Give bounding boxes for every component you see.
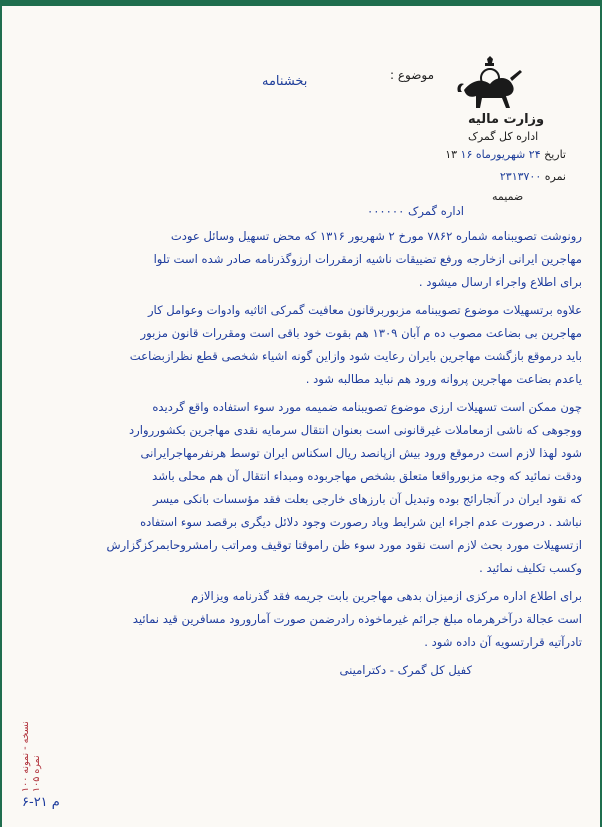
body-line: براى اطلاع واجراء ارسال ميشود .: [418, 275, 582, 289]
subject-value: بخشنامه: [262, 74, 308, 89]
office-name: اداره کل گمرک: [468, 130, 539, 143]
date-label: تاريخ: [544, 148, 566, 161]
body-line: چون ممکن است تسهيلات ارزى موضوع تصويبنامه ضميمه مورد سوء استفاده واقع گرديده: [152, 400, 582, 414]
margin-note: ۱۰۰ نسخه - نمونه نمره ۱۰۵: [20, 721, 42, 792]
number-label: نمره: [544, 170, 566, 183]
number-value: ۲۳۱۳۷۰۰: [499, 170, 542, 183]
body-line: شود لهذا لازم است درموقع ورود بيش ازپانصد ريال اسکناس ايران توسط هرنفرمهاجرايرانى: [140, 446, 582, 460]
date-value: ۲۴ شهريورماه ۱۶: [460, 148, 541, 161]
body-line: بايد درموقع بازگشت مهاجرين بايران رعايت شود وازاين گونه اشياء شخصى قطع نظرازبضاعت: [129, 349, 582, 363]
body-line: که نقود ايران در آنجارائج بوده وتبديل آن بارزهاى خارجى بعلت فقد مؤسسات بانکى ميسر: [152, 492, 582, 506]
body-line: ووجوهى که ناشى ازمعاملات غيرقانونى است بعنوان انتقال سرمايه نقدى مهاجرين بکشورروارد: [129, 423, 582, 437]
body-line: وکسب تکليف نمائيد .: [479, 561, 582, 575]
body-line: ياعدم بضاعت مهاجرين پروانه ورود هم نبايد مطالبه شود .: [305, 372, 582, 386]
body-line: مهاجرين بى بضاعت مصوب ده م آبان ۱۳۰۹ هم بقوت خود باقى است ومقررات قانون مزبور: [140, 326, 582, 340]
body-line: ازتسهيلات مورد بحث لازم است نقود مورد سوء ظن راموقتا توقيف ومراتب رامشروحابمرکزگزارش: [106, 538, 582, 552]
attachment-label: ضميمه: [492, 190, 524, 203]
ministry-name: وزارت ماليه: [468, 112, 545, 127]
lion-and-sun-emblem-icon: [454, 56, 524, 110]
subject-label: موضوع :: [390, 68, 435, 82]
body-line: نباشد . درصورت عدم اجراء اين شرايط وياد رصورت وجود دلائل ديگرى برقصد سوء استفاده: [140, 515, 582, 529]
date-year: ۱۳: [445, 148, 458, 161]
body-line: مهاجرين ايرانى ازخارجه ورفع تضييقات ناشيه ازمقررات ارزوگذرنامه صادر شده است تلوا: [153, 252, 582, 266]
number-field: [476, 170, 566, 183]
date-field: [396, 148, 566, 161]
body-line: براى اطلاع اداره مرکزى ازميزان بدهى مهاجرين بابت جريمه فقد گذرنامه ويزالازم: [191, 589, 582, 603]
body-line: ودقت نمائيد که وجه مزبورواقعا متعلق بشخص مهاجربوده ومبداء انتقال آن هم محلى باشد: [152, 469, 582, 483]
body-line: علاوه برتسهيلات موضوع تصويبنامه مزبوربرقانون معافيت گمرکى اثاثيه وادوات وعوامل کار: [147, 303, 582, 317]
body-line: است عجالة درآخرهرماه مبلغ جرائم غيرماخوذه رادرضمن صورت آمارورود مسافرين قيد نمائيد: [132, 612, 582, 626]
body-line: تادرآتيه قرارتسويه آن داده شود .: [424, 635, 582, 649]
page-code: م ۲۱-۶: [22, 795, 60, 810]
letter-body: [18, 200, 582, 682]
signature: کفيل کل گمرک - دکترامينى: [339, 663, 472, 677]
addressee: اداره گمرک ۰۰۰۰۰۰: [366, 204, 464, 218]
body-line: رونوشت تصويبنامه شماره ۷۸۶۲ مورخ ۲ شهريور ۱۳۱۶ که محض تسهيل وسائل عودت: [170, 229, 582, 243]
